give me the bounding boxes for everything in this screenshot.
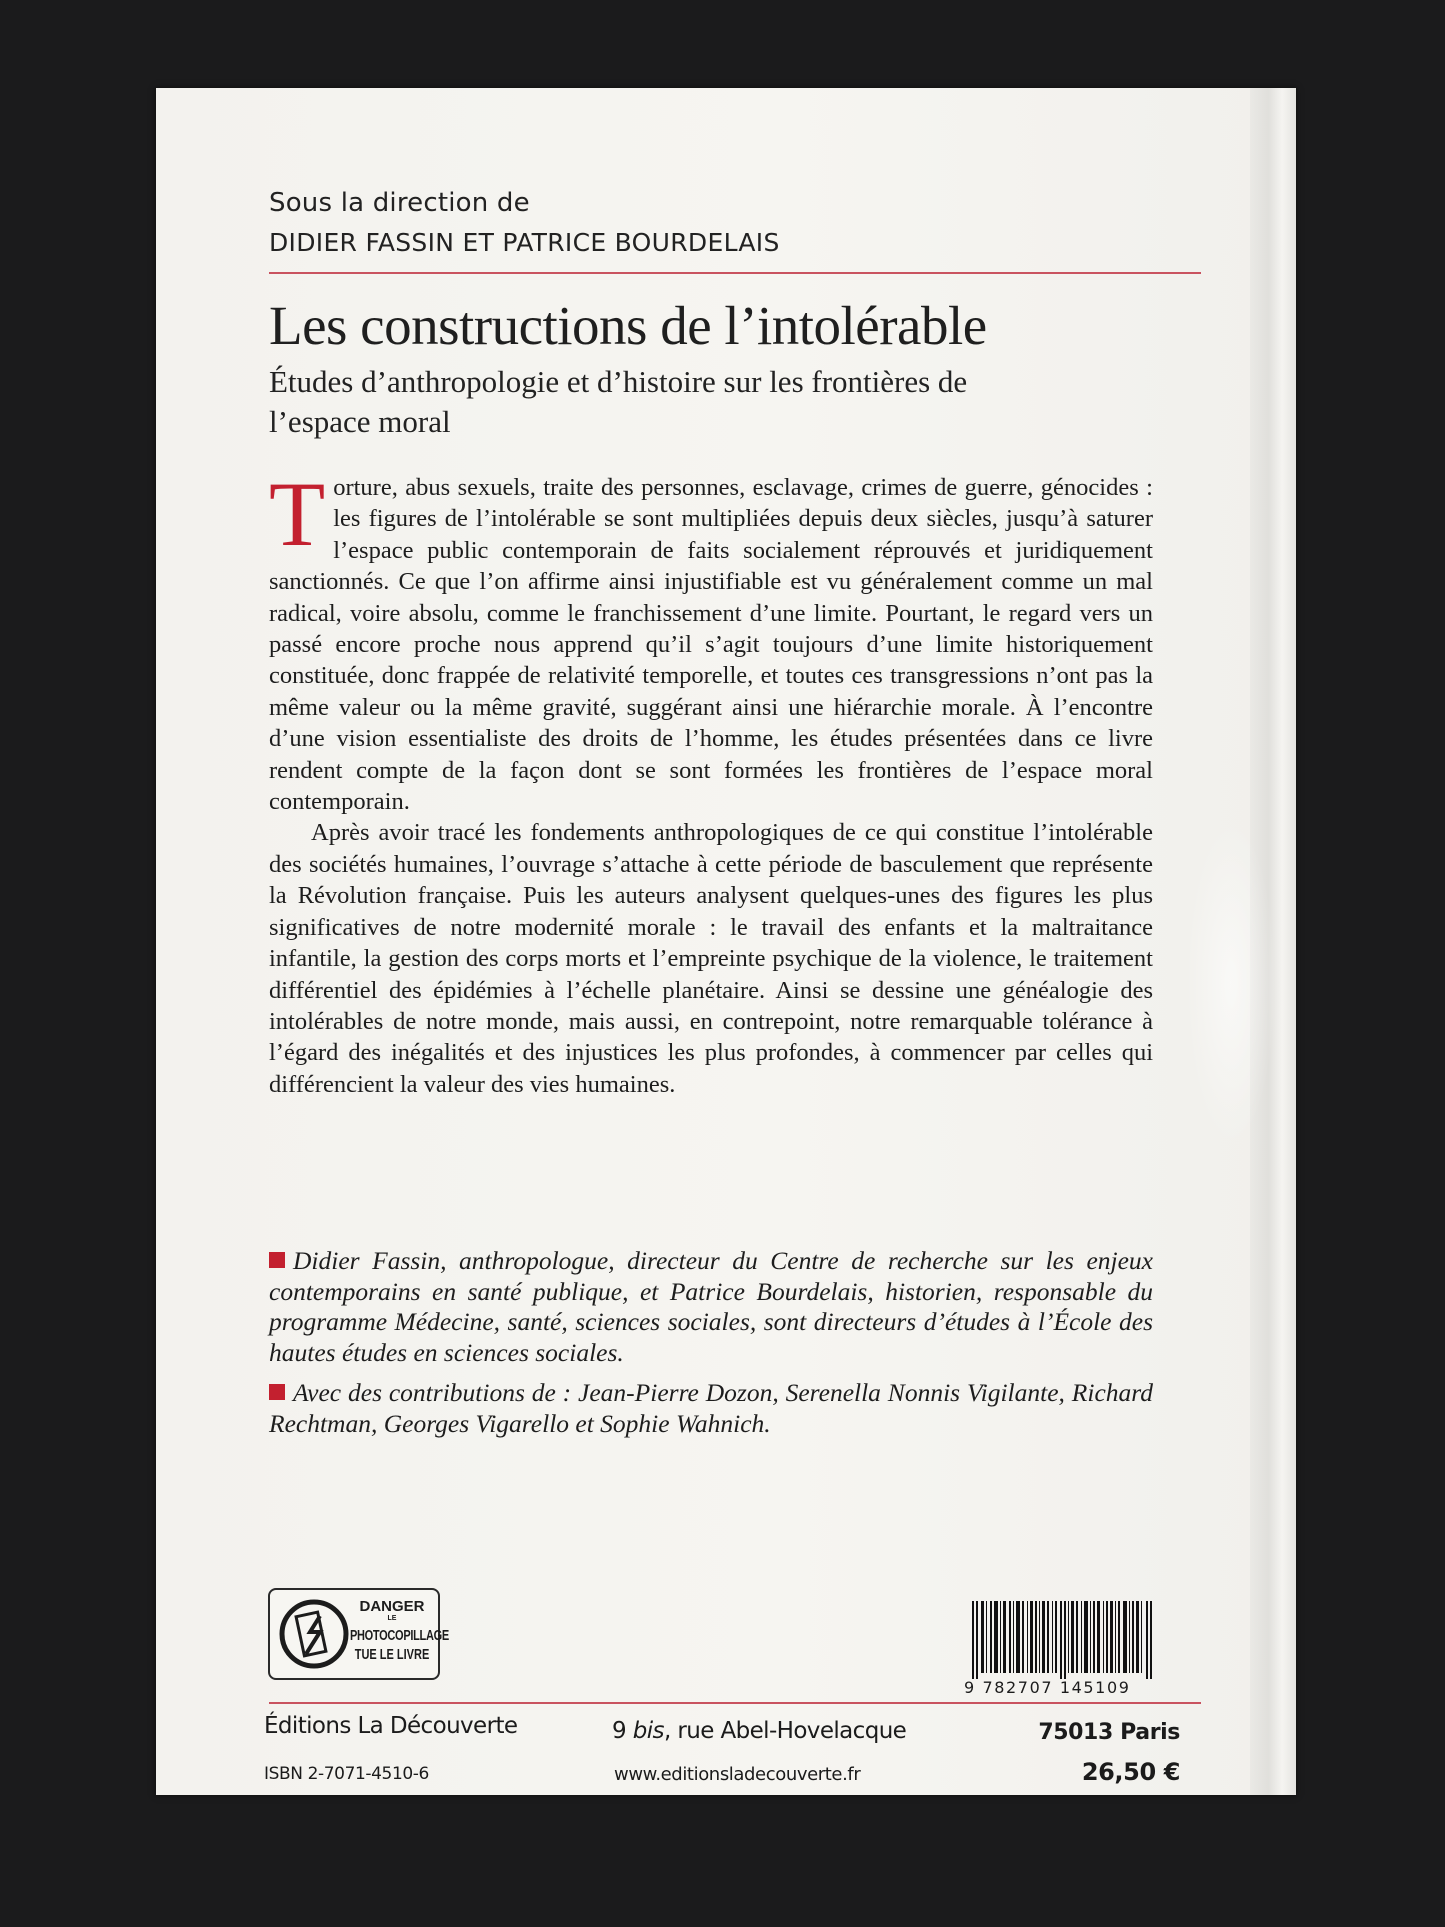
address-number: 9	[612, 1718, 627, 1744]
drop-cap: T	[269, 463, 326, 565]
book-title: Les constructions de l’intolérable	[269, 295, 987, 356]
publisher-city: 75013 Paris	[1038, 1720, 1180, 1745]
danger-le: LE	[387, 1615, 397, 1622]
editor-names: DIDIER FASSIN ET PATRICE BOURDELAIS	[269, 228, 780, 257]
address-bis: bis	[632, 1718, 664, 1744]
blurb-paragraph-1	[269, 463, 1153, 817]
blurb	[269, 463, 1153, 1100]
publisher-address	[612, 1718, 906, 1744]
barcode-digits: 9 782707 145109	[964, 1678, 1131, 1697]
danger-word: DANGER	[359, 1598, 425, 1615]
book-lightning-icon	[276, 1596, 352, 1672]
danger-tue-le-livre: TUE LE LIVRE	[354, 1647, 430, 1663]
red-square-bullet-icon	[269, 1252, 285, 1268]
photocopy-warning-logo	[268, 1588, 449, 1680]
author-bio-text: Didier Fassin, anthropologue, directeur du Centre de recherche sur les enjeux contemporains en santé publique, et Patrice Bourdelais, historien, responsable du programme Médecine, santé, sciences sociales, sont directeurs d’études à l’École des hautes études en sciences sociales.	[269, 1246, 1153, 1367]
price: 26,50 €	[1081, 1758, 1180, 1786]
editor-label: Sous la direction de	[269, 188, 530, 218]
book-back-cover	[156, 88, 1296, 1795]
blurb-paragraph-2: Après avoir tracé les fondements anthropologiques de ce qui constitue l’intolérable des sociétés humaines, l’ouvrage s’attache à cette période de basculement que représente la Révolution française. Puis les auteurs analysent quelques-unes des figures les plus significatives de notre modernité morale : le travail des enfants et la maltraitance infantile, la gestion des corps morts et l’empreinte psychique de la violence, le traitement différentiel des épidémies à l’échelle planétaire. Ainsi se dessine une généalogie des intolérables de notre monde, mais aussi, en contrepoint, notre remarquable tolérance à l’égard des inégalités et des injustices les plus profondes, à commencer par celles qui différencient la valeur des vies humaines.	[269, 819, 1153, 1098]
address-street: , rue Abel-Hovelacque	[663, 1718, 907, 1744]
contributors-text: Avec des contributions de : Jean-Pierre Dozon, Serenella Nonnis Vigilante, Richard Rechtman, Georges Vigarello et Sophie Wahnich.	[269, 1378, 1153, 1438]
light-glare	[1186, 818, 1276, 1148]
red-square-bullet-icon	[269, 1384, 285, 1400]
danger-photocopillage: PHOTOCOPILLAGE	[350, 1628, 449, 1644]
author-notes	[269, 1246, 1153, 1449]
blurb-paragraph-1-text: orture, abus sexuels, traite des personnes, esclavage, crimes de guerre, génocides : les figures de l’intolérable se sont multipliées depuis deux siècles, jusqu’à saturer l’espace public contemporain de faits socialement réprouvés et juridiquement sanctionnés. Ce que l’on affirme ainsi injustifiable est vu généralement comme un mal radical, voire absolu, comme le franchissement d’une limite. Pourtant, le regard vers un passé encore proche nous apprend qu’il s’agit toujours d’une limite historiquement constituée, donc frappée de relativité temporelle, et toutes ces transgressions n’ont pas la même valeur ou la même gravité, suggérant ainsi une hiérarchie morale. À l’encontre d’une vision essentialiste des droits de l’homme, les études présentées dans ce livre rendent compte de la façon dont se sont formées les frontières de l’espace moral contemporain.	[269, 474, 1153, 816]
top-divider	[269, 272, 1201, 274]
contributors	[269, 1378, 1153, 1439]
book-subtitle: Études d’anthropologie et d’histoire sur les frontières de l’espace moral	[269, 364, 968, 439]
author-bio	[269, 1246, 1153, 1368]
publisher-name: Éditions La Découverte	[264, 1713, 518, 1739]
bottom-divider	[269, 1702, 1201, 1704]
isbn: ISBN 2-7071-4510-6	[264, 1764, 429, 1784]
barcode	[972, 1601, 1152, 1679]
publisher-website: www.editionsladecouverte.fr	[614, 1764, 861, 1785]
